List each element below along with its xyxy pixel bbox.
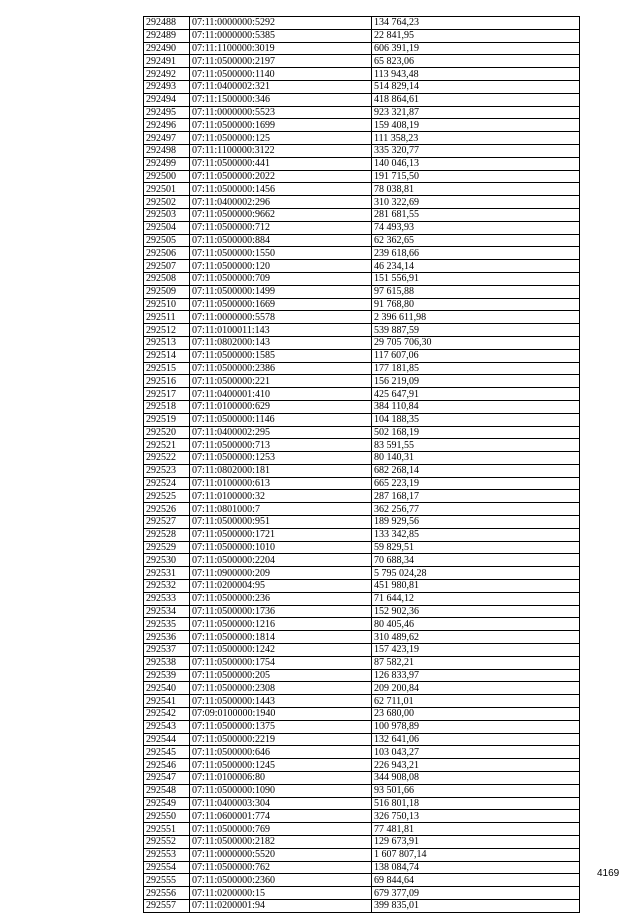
row-number-cell: 292541 [144,695,190,708]
table-row [144,784,580,797]
table-body [144,17,580,913]
value-cell: 23 680,00 [372,708,580,721]
table-row [144,503,580,516]
value-cell: 514 829,14 [372,80,580,93]
cadastral-number-cell: 07:11:0400003:304 [190,797,372,810]
row-number-cell: 292542 [144,708,190,721]
table-row [144,836,580,849]
table-row [144,618,580,631]
cadastral-number-cell: 07:11:0802000:143 [190,336,372,349]
row-number-cell: 292494 [144,93,190,106]
value-cell: 2 396 611,98 [372,311,580,324]
value-cell: 74 493,93 [372,221,580,234]
row-number-cell: 292549 [144,797,190,810]
table-row [144,810,580,823]
value-cell: 91 768,80 [372,298,580,311]
cadastral-number-cell: 07:11:0500000:221 [190,375,372,388]
table-row [144,592,580,605]
table-row [144,695,580,708]
table-row [144,899,580,912]
table-row [144,55,580,68]
cadastral-number-cell: 07:11:0500000:1010 [190,541,372,554]
table-row [144,759,580,772]
table-row [144,183,580,196]
row-number-cell: 292496 [144,119,190,132]
table-row [144,541,580,554]
row-number-cell: 292529 [144,541,190,554]
cadastral-number-cell: 07:11:0500000:1550 [190,247,372,260]
row-number-cell: 292540 [144,682,190,695]
value-cell: 191 715,50 [372,170,580,183]
cadastral-number-cell: 07:11:0500000:951 [190,516,372,529]
table-row [144,464,580,477]
cadastral-number-cell: 07:11:0500000:441 [190,157,372,170]
value-cell: 502 168,19 [372,426,580,439]
cadastral-number-cell: 07:11:0100000:613 [190,477,372,490]
cadastral-number-cell: 07:11:0500000:1499 [190,285,372,298]
row-number-cell: 292537 [144,644,190,657]
value-cell: 539 887,59 [372,324,580,337]
cadastral-number-cell: 07:11:0500000:709 [190,272,372,285]
cadastral-number-cell: 07:11:0500000:2386 [190,362,372,375]
table-row [144,68,580,81]
table-row [144,17,580,30]
table-row [144,29,580,42]
table-row [144,426,580,439]
table-row [144,490,580,503]
cadastral-number-cell: 07:11:0600001:774 [190,810,372,823]
value-cell: 65 823,06 [372,55,580,68]
table-row [144,336,580,349]
table-row [144,285,580,298]
row-number-cell: 292556 [144,887,190,900]
value-cell: 606 391,19 [372,42,580,55]
value-cell: 83 591,55 [372,439,580,452]
value-cell: 29 705 706,30 [372,336,580,349]
row-number-cell: 292554 [144,861,190,874]
cadastral-number-cell: 07:11:1500000:346 [190,93,372,106]
cadastral-number-cell: 07:11:0000000:5292 [190,17,372,30]
table-row [144,887,580,900]
row-number-cell: 292502 [144,196,190,209]
row-number-cell: 292506 [144,247,190,260]
value-cell: 117 607,06 [372,349,580,362]
cadastral-number-cell: 07:11:0100000:32 [190,490,372,503]
row-number-cell: 292536 [144,631,190,644]
row-number-cell: 292518 [144,400,190,413]
table-row [144,567,580,580]
value-cell: 1 607 807,14 [372,848,580,861]
row-number-cell: 292557 [144,899,190,912]
value-cell: 100 978,89 [372,720,580,733]
row-number-cell: 292544 [144,733,190,746]
row-number-cell: 292499 [144,157,190,170]
value-cell: 159 408,19 [372,119,580,132]
value-cell: 451 980,81 [372,580,580,593]
cadastral-number-cell: 07:11:0500000:125 [190,132,372,145]
table-row [144,874,580,887]
table-row [144,656,580,669]
table-row [144,298,580,311]
row-number-cell: 292547 [144,772,190,785]
cadastral-number-cell: 07:11:0500000:713 [190,439,372,452]
value-cell: 287 168,17 [372,490,580,503]
table-row [144,477,580,490]
cadastral-number-cell: 07:11:0900000:209 [190,567,372,580]
value-cell: 5 795 024,28 [372,567,580,580]
value-cell: 80 140,31 [372,452,580,465]
cadastral-number-cell: 07:11:0500000:9662 [190,208,372,221]
cadastral-number-cell: 07:11:0500000:2204 [190,554,372,567]
table-row [144,234,580,247]
cadastral-number-cell: 07:11:0500000:1814 [190,631,372,644]
value-cell: 418 864,61 [372,93,580,106]
row-number-cell: 292539 [144,669,190,682]
cadastral-number-cell: 07:11:0500000:769 [190,823,372,836]
cadastral-number-cell: 07:11:0500000:1140 [190,68,372,81]
value-cell: 679 377,09 [372,887,580,900]
value-cell: 682 268,14 [372,464,580,477]
table-row [144,362,580,375]
table-row [144,260,580,273]
cadastral-number-cell: 07:11:0500000:2182 [190,836,372,849]
row-number-cell: 292534 [144,605,190,618]
value-cell: 93 501,66 [372,784,580,797]
table-row [144,516,580,529]
cadastral-number-cell: 07:11:0500000:1736 [190,605,372,618]
row-number-cell: 292497 [144,132,190,145]
row-number-cell: 292514 [144,349,190,362]
value-cell: 113 943,48 [372,68,580,81]
table-row [144,682,580,695]
row-number-cell: 292548 [144,784,190,797]
cadastral-number-cell: 07:11:0200000:15 [190,887,372,900]
row-number-cell: 292515 [144,362,190,375]
row-number-cell: 292509 [144,285,190,298]
cadastral-number-cell: 07:11:0500000:1585 [190,349,372,362]
row-number-cell: 292530 [144,554,190,567]
cadastral-number-cell: 07:11:0500000:2197 [190,55,372,68]
table-row [144,528,580,541]
table-row [144,848,580,861]
row-number-cell: 292553 [144,848,190,861]
cadastral-number-cell: 07:11:0200004:95 [190,580,372,593]
value-cell: 140 046,13 [372,157,580,170]
value-cell: 62 711,01 [372,695,580,708]
value-cell: 87 582,21 [372,656,580,669]
row-number-cell: 292512 [144,324,190,337]
cadastral-number-cell: 07:11:0500000:1245 [190,759,372,772]
row-number-cell: 292504 [144,221,190,234]
row-number-cell: 292491 [144,55,190,68]
row-number-cell: 292521 [144,439,190,452]
cadastral-number-cell: 07:09:0100000:1940 [190,708,372,721]
table-row [144,400,580,413]
table-row [144,669,580,682]
row-number-cell: 292519 [144,413,190,426]
cadastral-number-cell: 07:11:0500000:762 [190,861,372,874]
cadastral-number-cell: 07:11:0400002:295 [190,426,372,439]
value-cell: 310 489,62 [372,631,580,644]
value-cell: 665 223,19 [372,477,580,490]
row-number-cell: 292500 [144,170,190,183]
row-number-cell: 292543 [144,720,190,733]
cadastral-number-cell: 07:11:0500000:1253 [190,452,372,465]
cadastral-number-cell: 07:11:0500000:1669 [190,298,372,311]
table-row [144,644,580,657]
cadastral-number-cell: 07:11:0500000:646 [190,746,372,759]
table-row [144,311,580,324]
cadastral-number-cell: 07:11:0500000:2022 [190,170,372,183]
value-cell: 189 929,56 [372,516,580,529]
row-number-cell: 292522 [144,452,190,465]
cadastral-number-cell: 07:11:0801000:7 [190,503,372,516]
cadastral-number-cell: 07:11:0500000:2308 [190,682,372,695]
table-row [144,439,580,452]
cadastral-number-cell: 07:11:0500000:1754 [190,656,372,669]
cadastral-number-cell: 07:11:0000000:5523 [190,106,372,119]
table-row [144,733,580,746]
table-row [144,554,580,567]
cadastral-number-cell: 07:11:0500000:236 [190,592,372,605]
value-cell: 156 219,09 [372,375,580,388]
table-row [144,170,580,183]
table-row [144,80,580,93]
cadastral-number-cell: 07:11:0000000:5385 [190,29,372,42]
value-cell: 310 322,69 [372,196,580,209]
table-row [144,797,580,810]
value-cell: 46 234,14 [372,260,580,273]
table-row [144,144,580,157]
cadastral-number-cell: 07:11:0500000:1216 [190,618,372,631]
value-cell: 362 256,77 [372,503,580,516]
table-row [144,42,580,55]
cadastral-number-cell: 07:11:0000000:5578 [190,311,372,324]
table-row [144,746,580,759]
value-cell: 384 110,84 [372,400,580,413]
page-number: 4169 [597,868,620,879]
row-number-cell: 292527 [144,516,190,529]
cadastral-number-cell: 07:11:0500000:1146 [190,413,372,426]
table-row [144,208,580,221]
row-number-cell: 292533 [144,592,190,605]
value-cell: 151 556,91 [372,272,580,285]
value-cell: 152 902,36 [372,605,580,618]
value-cell: 70 688,34 [372,554,580,567]
cadastral-number-cell: 07:11:0100000:629 [190,400,372,413]
table-row [144,119,580,132]
row-number-cell: 292493 [144,80,190,93]
row-number-cell: 292516 [144,375,190,388]
value-cell: 138 084,74 [372,861,580,874]
value-cell: 80 405,46 [372,618,580,631]
cadastral-number-cell: 07:11:0400002:296 [190,196,372,209]
value-cell: 129 673,91 [372,836,580,849]
value-cell: 425 647,91 [372,388,580,401]
table-row [144,375,580,388]
cadastral-number-cell: 07:11:1100000:3019 [190,42,372,55]
row-number-cell: 292495 [144,106,190,119]
row-number-cell: 292498 [144,144,190,157]
row-number-cell: 292535 [144,618,190,631]
table-row [144,221,580,234]
value-cell: 69 844,64 [372,874,580,887]
value-cell: 133 342,85 [372,528,580,541]
value-cell: 326 750,13 [372,810,580,823]
row-number-cell: 292528 [144,528,190,541]
value-cell: 281 681,55 [372,208,580,221]
table-row [144,324,580,337]
value-cell: 399 835,01 [372,899,580,912]
cadastral-number-cell: 07:11:0500000:205 [190,669,372,682]
cadastral-value-table [143,16,580,913]
value-cell: 177 181,85 [372,362,580,375]
table-row [144,93,580,106]
row-number-cell: 292490 [144,42,190,55]
row-number-cell: 292551 [144,823,190,836]
cadastral-number-cell: 07:11:0500000:2219 [190,733,372,746]
cadastral-number-cell: 07:11:0200001:94 [190,899,372,912]
table-row [144,413,580,426]
table-row [144,157,580,170]
row-number-cell: 292488 [144,17,190,30]
cadastral-number-cell: 07:11:0500000:120 [190,260,372,273]
cadastral-number-cell: 07:11:0500000:1456 [190,183,372,196]
value-cell: 923 321,87 [372,106,580,119]
value-cell: 239 618,66 [372,247,580,260]
cadastral-number-cell: 07:11:0000000:5520 [190,848,372,861]
table-row [144,196,580,209]
cadastral-number-cell: 07:11:0100011:143 [190,324,372,337]
row-number-cell: 292532 [144,580,190,593]
cadastral-number-cell: 07:11:0500000:1443 [190,695,372,708]
row-number-cell: 292513 [144,336,190,349]
table-row [144,452,580,465]
row-number-cell: 292538 [144,656,190,669]
value-cell: 134 764,23 [372,17,580,30]
cadastral-number-cell: 07:11:0500000:1699 [190,119,372,132]
table-row [144,388,580,401]
row-number-cell: 292505 [144,234,190,247]
value-cell: 344 908,08 [372,772,580,785]
row-number-cell: 292523 [144,464,190,477]
table-row [144,106,580,119]
row-number-cell: 292546 [144,759,190,772]
value-cell: 71 644,12 [372,592,580,605]
value-cell: 126 833,97 [372,669,580,682]
value-cell: 78 038,81 [372,183,580,196]
row-number-cell: 292545 [144,746,190,759]
table-row [144,272,580,285]
row-number-cell: 292524 [144,477,190,490]
cadastral-number-cell: 07:11:0500000:1375 [190,720,372,733]
row-number-cell: 292489 [144,29,190,42]
cadastral-number-cell: 07:11:0500000:2360 [190,874,372,887]
value-cell: 226 943,21 [372,759,580,772]
row-number-cell: 292525 [144,490,190,503]
cadastral-number-cell: 07:11:0500000:1721 [190,528,372,541]
value-cell: 516 801,18 [372,797,580,810]
value-cell: 132 641,06 [372,733,580,746]
table-row [144,132,580,145]
cadastral-number-cell: 07:11:0100006:80 [190,772,372,785]
row-number-cell: 292520 [144,426,190,439]
value-cell: 97 615,88 [372,285,580,298]
row-number-cell: 292550 [144,810,190,823]
cadastral-number-cell: 07:11:0500000:712 [190,221,372,234]
value-cell: 104 188,35 [372,413,580,426]
cadastral-number-cell: 07:11:0400002:321 [190,80,372,93]
table-row [144,861,580,874]
value-cell: 59 829,51 [372,541,580,554]
table-row [144,605,580,618]
row-number-cell: 292552 [144,836,190,849]
table-row [144,247,580,260]
row-number-cell: 292508 [144,272,190,285]
cadastral-number-cell: 07:11:0500000:1090 [190,784,372,797]
row-number-cell: 292555 [144,874,190,887]
row-number-cell: 292511 [144,311,190,324]
cadastral-number-cell: 07:11:0802000:181 [190,464,372,477]
table-row [144,823,580,836]
row-number-cell: 292501 [144,183,190,196]
cadastral-number-cell: 07:11:0500000:884 [190,234,372,247]
row-number-cell: 292517 [144,388,190,401]
value-cell: 157 423,19 [372,644,580,657]
table-row [144,349,580,362]
row-number-cell: 292492 [144,68,190,81]
value-cell: 77 481,81 [372,823,580,836]
table-row [144,708,580,721]
value-cell: 22 841,95 [372,29,580,42]
table-row [144,772,580,785]
value-cell: 111 358,23 [372,132,580,145]
row-number-cell: 292503 [144,208,190,221]
row-number-cell: 292510 [144,298,190,311]
value-cell: 103 043,27 [372,746,580,759]
value-cell: 62 362,65 [372,234,580,247]
row-number-cell: 292526 [144,503,190,516]
cadastral-number-cell: 07:11:1100000:3122 [190,144,372,157]
value-cell: 209 200,84 [372,682,580,695]
cadastral-number-cell: 07:11:0400001:410 [190,388,372,401]
row-number-cell: 292531 [144,567,190,580]
table-row [144,631,580,644]
table-row [144,720,580,733]
table-row [144,580,580,593]
row-number-cell: 292507 [144,260,190,273]
cadastral-number-cell: 07:11:0500000:1242 [190,644,372,657]
value-cell: 335 320,77 [372,144,580,157]
